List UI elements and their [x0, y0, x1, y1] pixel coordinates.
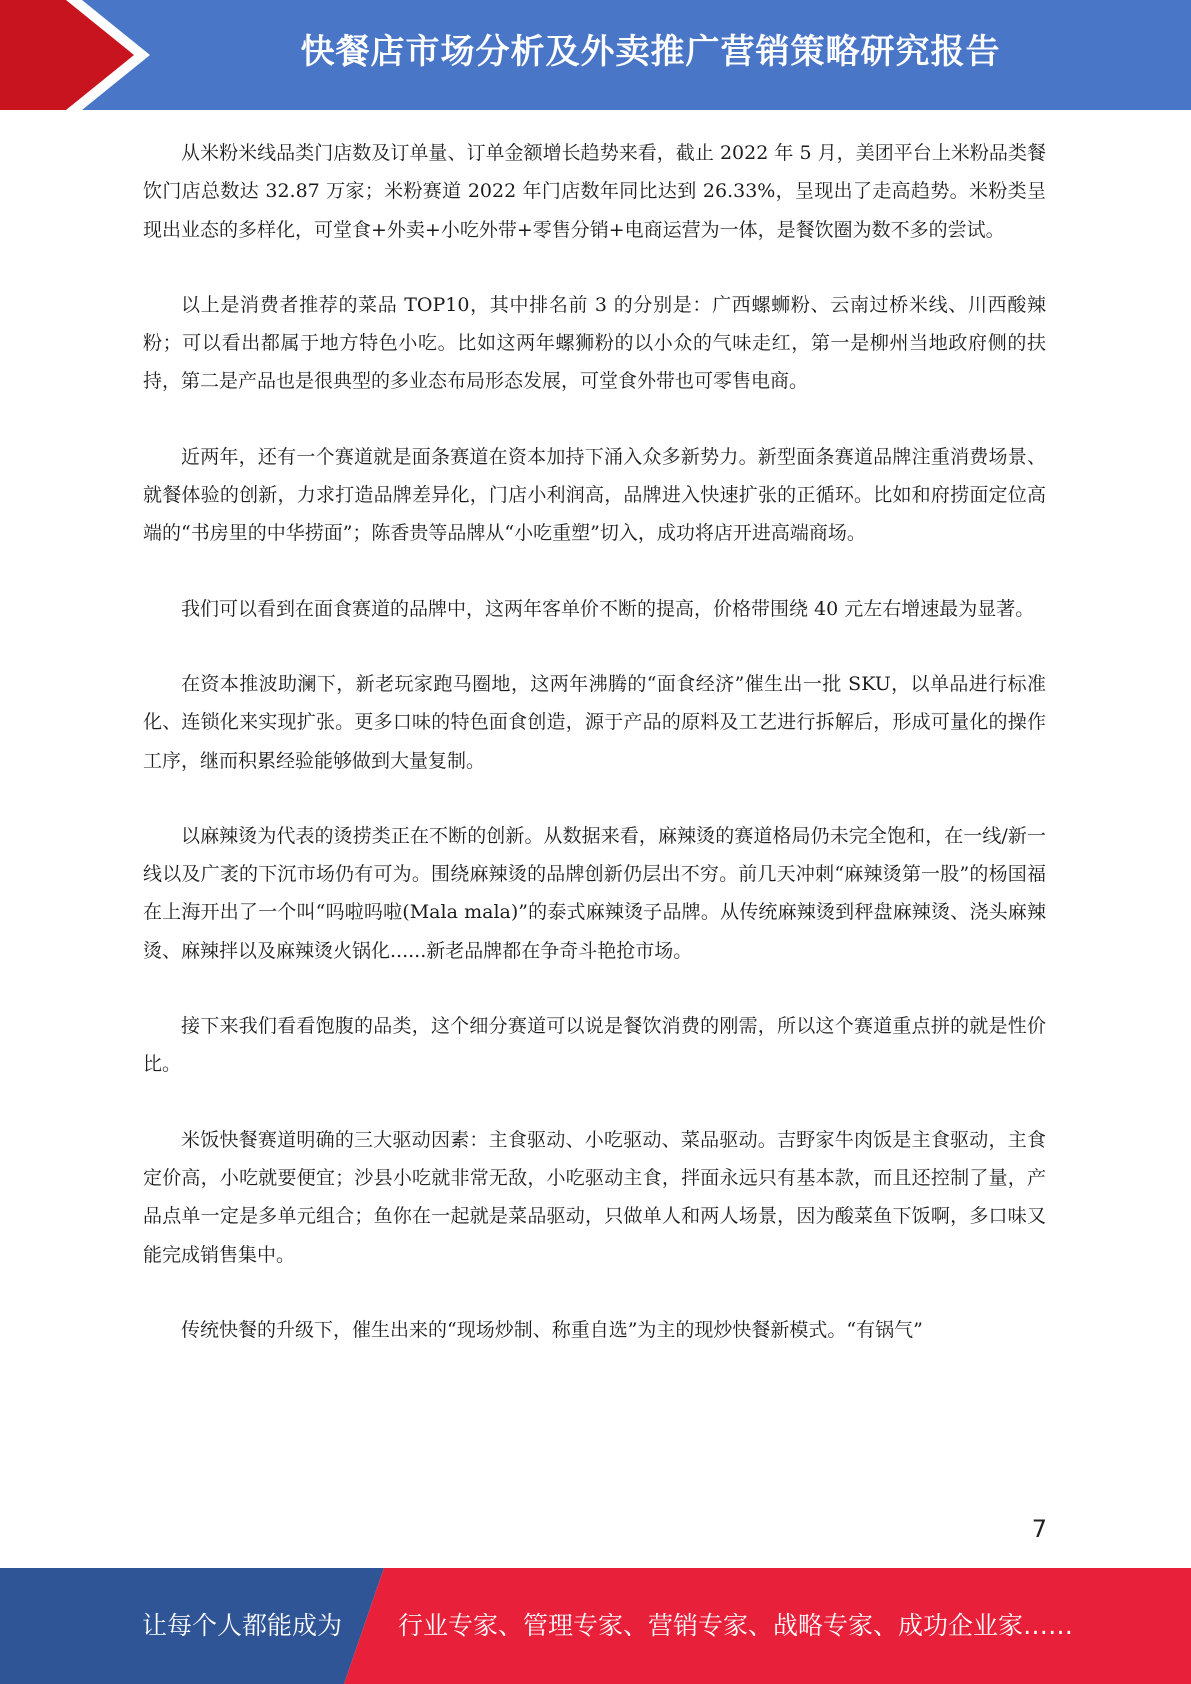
- footer-slogan-right: 行业专家、管理专家、营销专家、战略专家、成功企业家……: [398, 1611, 1074, 1640]
- paragraph: 近两年，还有一个赛道就是面条赛道在资本加持下涌入众多新势力。新型面条赛道品牌注重消费场景、就餐体验的创新，力求打造品牌差异化，门店小利润高，品牌进入快速扩张的正循环。比如和府捞面定位高端的“书房里的中华捞面”；陈香贵等品牌从“小吃重塑”切入，成功将店开进高端商场。: [143, 445, 1046, 545]
- header-chevron-graphic: [0, 0, 160, 110]
- paragraph: 米饭快餐赛道明确的三大驱动因素：主食驱动、小吃驱动、菜品驱动。吉野家牛肉饭是主食驱动，主食定价高，小吃就要便宜；沙县小吃就非常无敌，小吃驱动主食，拌面永远只有基本款，而且还控制了量，产品点单一定是多单元组合；鱼你在一起就是菜品驱动，只做单人和两人场景，因为酸菜鱼下饭啊，多口味又能完成销售集中。: [143, 1128, 1046, 1266]
- paragraph: 传统快餐的升级下，催生出来的“现场炒制、称重自选”为主的现炒快餐新模式。“有锅气”: [181, 1318, 923, 1341]
- paragraph: 在资本推波助澜下，新老玩家跑马圈地，这两年沸腾的“面食经济”催生出一批 SKU，以单品进行标准化、连锁化来实现扩张。更多口味的特色面食创造，源于产品的原料及工艺进行拆解后，形成可量化的操作工序，继而积累经验能够做到大量复制。: [143, 672, 1046, 772]
- paragraph: 以麻辣烫为代表的烫捞类正在不断的创新。从数据来看，麻辣烫的赛道格局仍未完全饱和，在一线/新一线以及广袤的下沉市场仍有可为。围绕麻辣烫的品牌创新仍层出不穷。前几天冲刺“麻辣烫第一股”的杨国福在上海开出了一个叫“吗啦吗啦(Mala mala)”的泰式麻辣烫子品牌。从传统麻辣烫到秤盘麻辣烫、浇头麻辣烫、麻辣拌以及麻辣烫火锅化......新老品牌都在争奇斗艳抢市场。: [143, 824, 1046, 962]
- document-body: [143, 134, 1046, 1386]
- footer-slogan-left: 让每个人都能成为: [142, 1611, 343, 1640]
- paragraph: 我们可以看到在面食赛道的品牌中，这两年客单价不断的提高，价格带围绕 40 元左右增速最为显著。: [181, 597, 1035, 620]
- document-title: 快餐店市场分析及外卖推广营销策略研究报告: [300, 32, 1001, 72]
- page-footer: [0, 1568, 1191, 1684]
- paragraph: 从米粉米线品类门店数及订单量、订单金额增长趋势来看，截止 2022 年 5 月，美团平台上米粉品类餐饮门店总数达 32.87 万家；米粉赛道 2022 年门店数年同比达到 26.33%，呈现出了走高趋势。米粉类呈现出业态的多样化，可堂食+外卖+小吃外带+零售分销+电商运营为一体，是餐饮圈为数不多的尝试。: [143, 142, 1046, 241]
- page-number: 7: [1031, 1515, 1047, 1543]
- paragraph: 接下来我们看看饱腹的品类，这个细分赛道可以说是餐饮消费的刚需，所以这个赛道重点拼的就是性价比。: [143, 1015, 1046, 1076]
- page-header: [0, 0, 1191, 110]
- paragraph: 以上是消费者推荐的菜品 TOP10，其中排名前 3 的分别是：广西螺蛳粉、云南过桥米线、川西酸辣粉；可以看出都属于地方特色小吃。比如这两年螺狮粉的以小众的气味走红，第一是柳州当地政府侧的扶持，第二是产品也是很典型的多业态布局形态发展，可堂食外带也可零售电商。: [143, 293, 1046, 393]
- chevron-red-fill: [0, 0, 134, 110]
